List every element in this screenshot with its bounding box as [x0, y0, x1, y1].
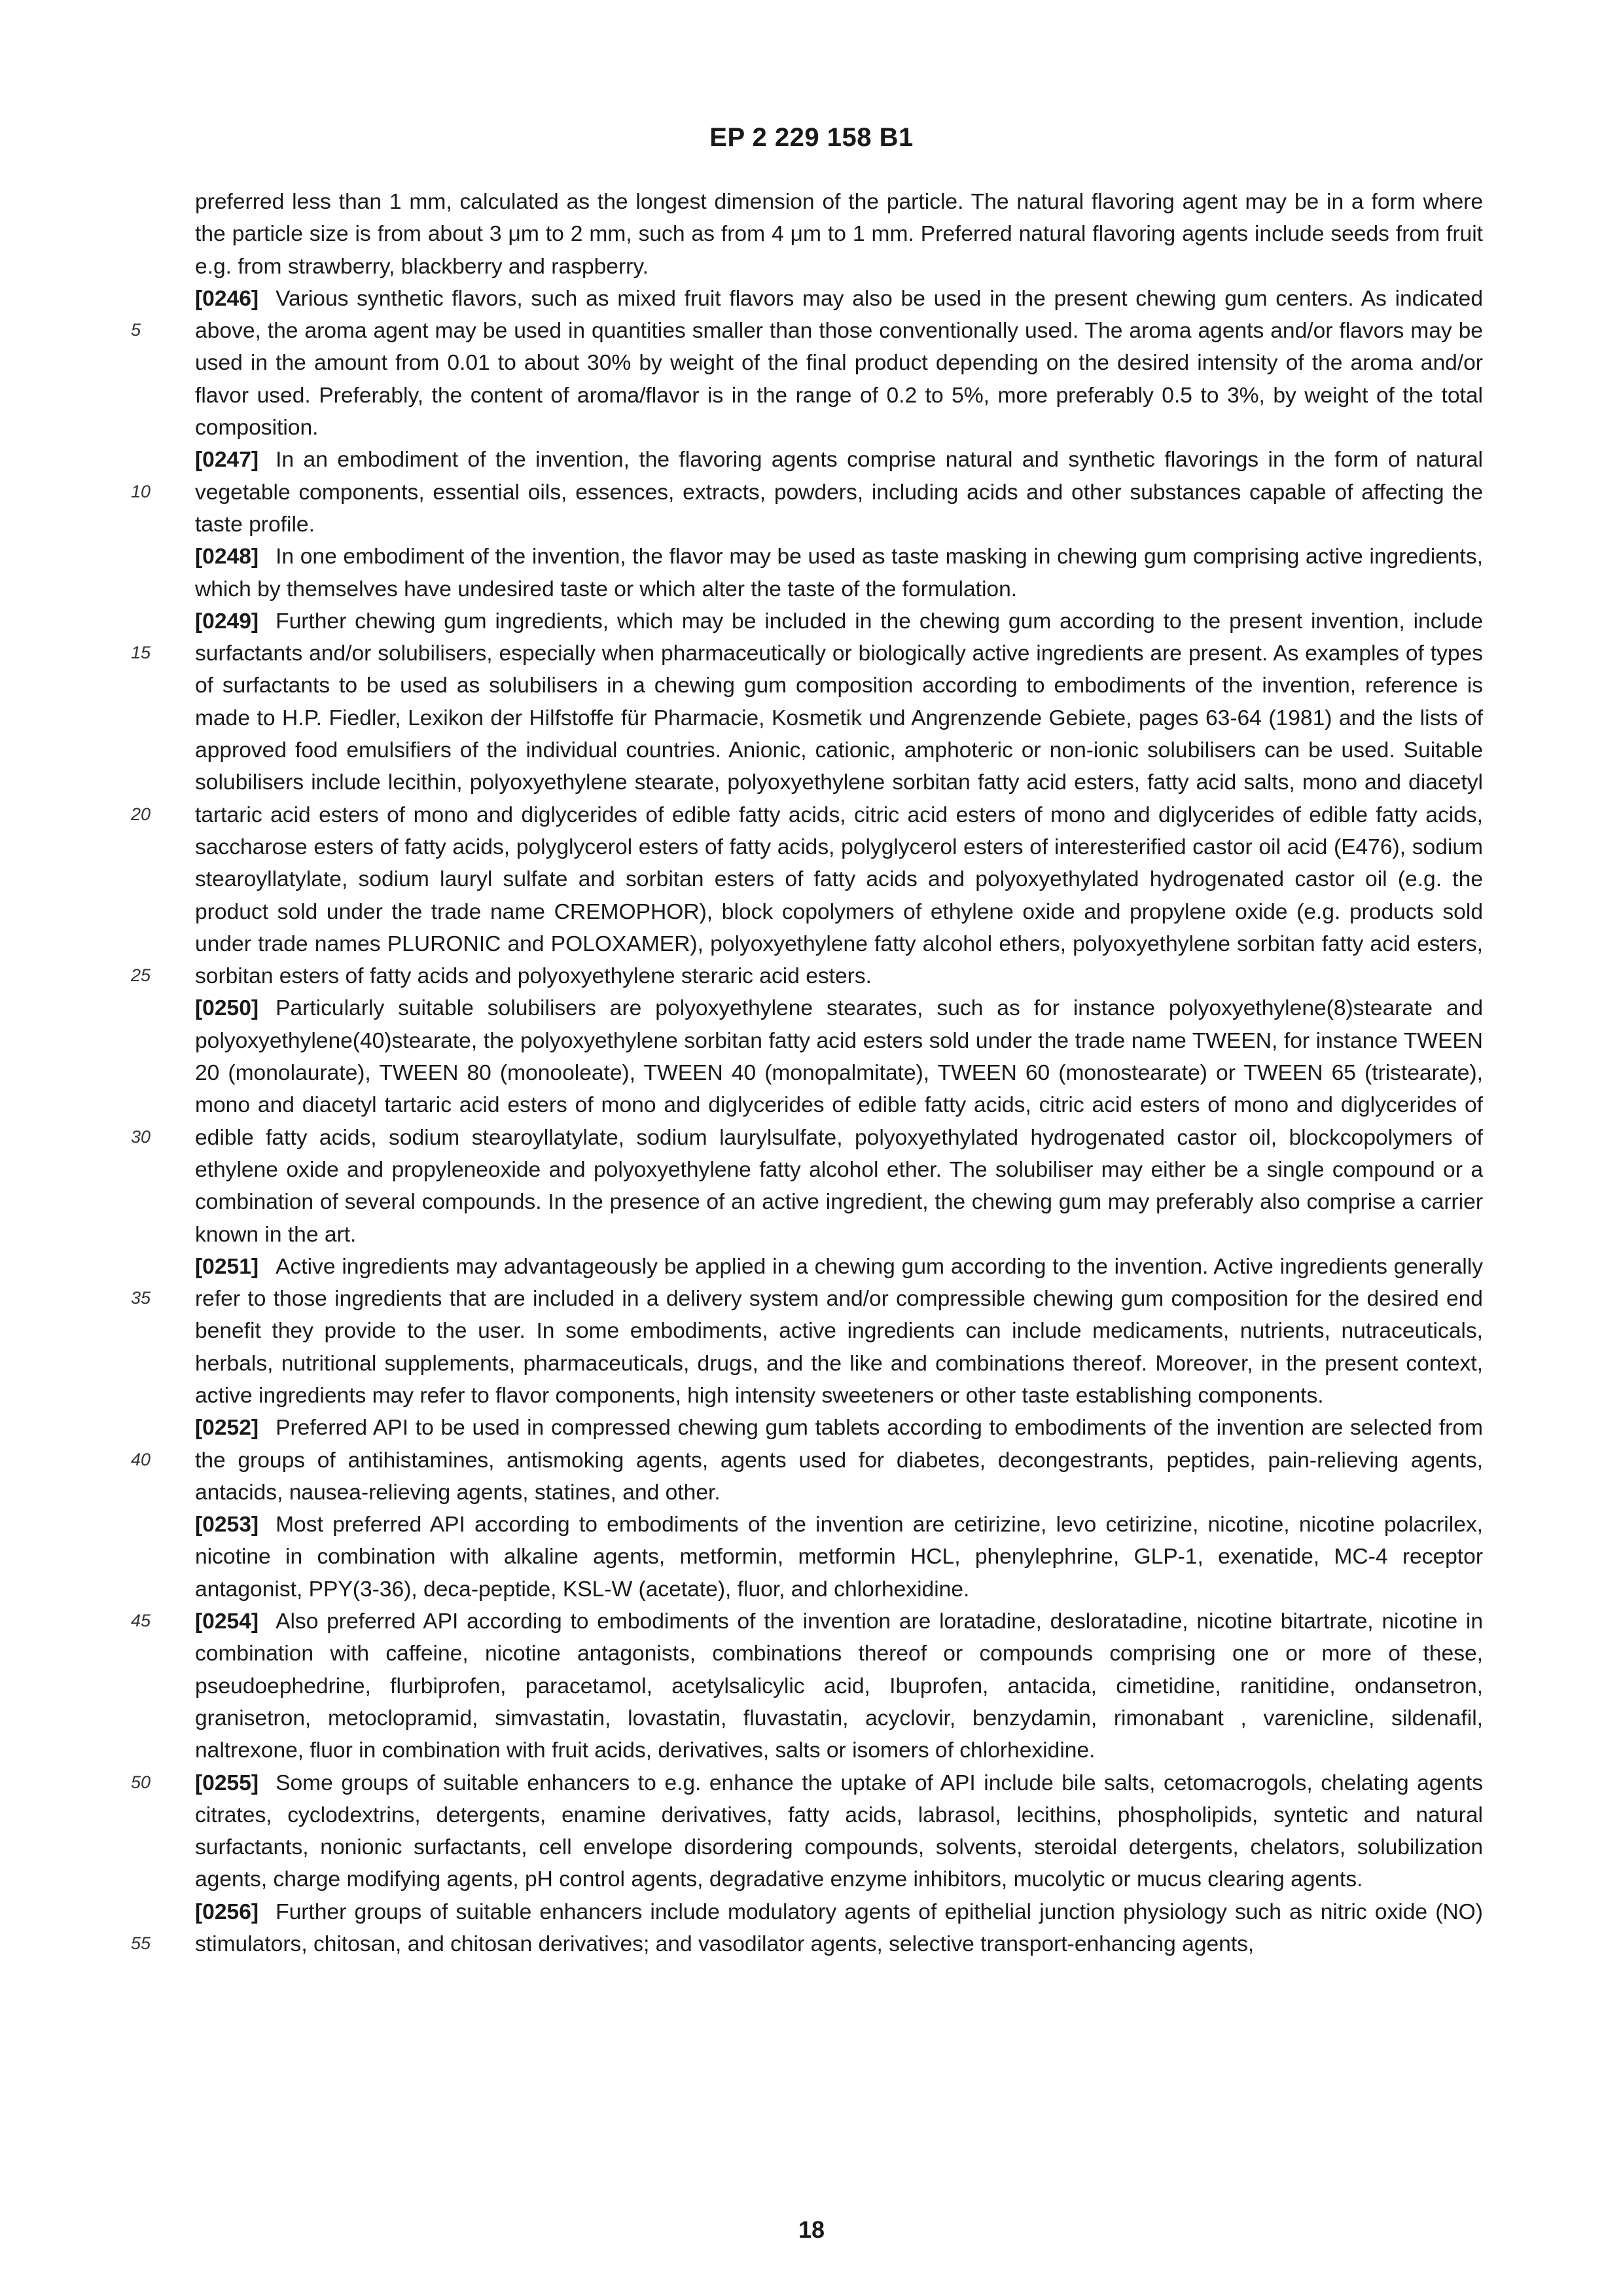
- page-number: 18: [798, 2216, 825, 2243]
- paragraph-text: Various synthetic flavors, such as mixed fruit flavors may also be used in the present chewing gum centers. As indicated above, the aroma agent may be used in quantities smaller than those conventionally used. The aroma agents and/or flavors may be used in the amount from 0.01 to about 30% by weight of the final product depending on the desired intensity of the aroma and/or flavor used. Preferably, the content of aroma/flavor is in the range of 0.2 to 5%, more preferably 0.5 to 3%, by weight of the total composition.: [195, 286, 1483, 440]
- paragraph-number: [0246]: [195, 286, 259, 311]
- document-body: [195, 186, 1483, 1960]
- margin-line-number: 5: [131, 320, 141, 340]
- paragraph-number: [0249]: [195, 609, 259, 634]
- margin-line-number: 15: [131, 643, 151, 663]
- paragraph-number: [0251]: [195, 1254, 259, 1279]
- margin-line-number: 25: [131, 965, 151, 986]
- paragraph-number: [0247]: [195, 448, 259, 473]
- paragraph-number: [0250]: [195, 996, 259, 1021]
- paragraph-text: preferred less than 1 mm, calculated as the longest dimension of the particle. The natural flavoring agent may be in a form where the particle size is from about 3 μm to 2 mm, such as from 4 μm to 1 mm. Preferred natural flavoring agents include seeds from fruit e.g. from strawberry, blackberry and raspberry.: [195, 190, 1483, 279]
- paragraph-text: Further chewing gum ingredients, which may be included in the chewing gum according to the present invention, include surfactants and/or solubilisers, especially when pharmaceutically or biologically active ingredients are present. As examples of types of surfactants to be used as solubilisers in a chewing gum composition according to embodiments of the invention, reference is made to H.P. Fiedler, Lexikon der Hilfstoffe für Pharmacie, Kosmetik und Angrenzende Gebiete, pages 63-64 (1981) and the lists of approved food emulsifiers of the individual countries. Anionic, cationic, amphoteric or non-ionic solubilisers can be used. Suitable solubilisers include lecithin, polyoxyethylene stearate, polyoxyethylene sorbitan fatty acid esters, fatty acid salts, mono and diacetyl tartaric acid esters of mono and diglycerides of edible fatty acids, citric acid esters of mono and diglycerides of edible fatty acids, saccharose esters of fatty acids, polyglycerol esters of fatty acids, polyglycerol esters of interesterified castor oil acid (E476), sodium stearoyllatylate, sodium lauryl sulfate and sorbitan esters of fatty acids and polyoxyethylated hydrogenated castor oil (e.g. the product sold under the trade name CREMOPHOR), block copolymers of ethylene oxide and propylene oxide (e.g. products sold under trade names PLURONIC and POLOXAMER), polyoxyethylene fatty alcohol ethers, polyoxyethylene sorbitan fatty acid esters, sorbitan esters of fatty acids and polyoxyethylene steraric acid esters.: [195, 609, 1483, 989]
- paragraph: [195, 992, 1483, 1250]
- margin-line-number: 30: [131, 1126, 151, 1147]
- paragraph-text: Particularly suitable solubilisers are polyoxyethylene stearates, such as for instance polyoxyethylene(8)stearate and polyoxyethylene(40)stearate, the polyoxyethylene sorbitan fatty acid esters sold under the trade name TWEEN, for instance TWEEN 20 (monolaurate), TWEEN 80 (monooleate), TWEEN 40 (monopalmitate), TWEEN 60 (monostearate) or TWEEN 65 (tristearate), mono and diacetyl tartaric acid esters of mono and diglycerides of edible fatty acids, citric acid esters of mono and diglycerides of edible fatty acids, sodium stearoyllatylate, sodium laurylsulfate, polyoxyethylated hydrogenated castor oil, blockcopolymers of ethylene oxide and propyleneoxide and polyoxyethylene fatty alcohol ether. The solubiliser may either be a single compound or a combination of several compounds. In the presence of an active ingredient, the chewing gum may preferably also comprise a carrier known in the art.: [195, 996, 1483, 1247]
- margin-line-number: 40: [131, 1449, 151, 1469]
- paragraph-text: Active ingredients may advantageously be applied in a chewing gum according to the invention. Active ingredients generally refer to those ingredients that are included in a delivery system and/or compressible chewing gum composition for the desired end benefit they provide to the user. In some embodiments, active ingredients can include medicaments, nutrients, nutraceuticals, herbals, nutritional supplements, pharmaceuticals, drugs, and the like and combinations thereof. Moreover, in the present context, active ingredients may refer to flavor components, high intensity sweeteners or other taste establishing components.: [195, 1254, 1483, 1408]
- paragraph: [195, 541, 1483, 605]
- paragraph-number: [0256]: [195, 1899, 259, 1924]
- paragraph: [195, 186, 1483, 283]
- paragraph: [195, 1767, 1483, 1896]
- paragraph-text: Also preferred API according to embodiments of the invention are loratadine, desloratadine, nicotine bitartrate, nicotine in combination with caffeine, nicotine antagonists, combinations thereof or compounds comprising one or more of these, pseudoephedrine, flurbiprofen, paracetamol, acetylsalicylic acid, Ibuprofen, antacida, cimetidine, ranitidine, ondansetron, granisetron, metoclopramid, simvastatin, lovastatin, fluvastatin, acyclovir, benzydamin, rimonabant , varenicline, sildenafil, naltrexone, fluor in combination with fruit acids, derivatives, salts or isomers of chlorhexidine.: [195, 1609, 1483, 1763]
- paragraph-text: Some groups of suitable enhancers to e.g. enhance the uptake of API include bile salts, cetomacrogols, chelating agents citrates, cyclodextrins, detergents, enamine derivatives, fatty acids, labrasol, lecithins, phospholipids, syntetic and natural surfactants, nonionic surfactants, cell envelope disordering compounds, solvents, steroidal detergents, chelators, solubilization agents, charge modifying agents, pH control agents, degradative enzyme inhibitors, mucolytic or mucus clearing agents.: [195, 1770, 1483, 1892]
- patent-number-header: EP 2 229 158 B1: [709, 123, 914, 152]
- paragraph-text: In an embodiment of the invention, the flavoring agents comprise natural and synthetic flavorings in the form of natural vegetable components, essential oils, essences, extracts, powders, including acids and other substances capable of affecting the taste profile.: [195, 448, 1483, 537]
- paragraph: [195, 1251, 1483, 1412]
- margin-line-number: 55: [131, 1933, 151, 1954]
- paragraph-number: [0252]: [195, 1416, 259, 1441]
- paragraph-text: Preferred API to be used in compressed chewing gum tablets according to embodiments of the invention are selected from the groups of antihistamines, antismoking agents, agents used for diabetes, decongestrants, peptides, pain-relieving agents, antacids, nausea-relieving agents, statines, and other.: [195, 1416, 1483, 1505]
- paragraph-number: [0248]: [195, 545, 259, 569]
- paragraph-text: In one embodiment of the invention, the flavor may be used as taste masking in chewing gum comprising active ingredients, which by themselves have undesired taste or which alter the taste of the formulation.: [195, 545, 1483, 601]
- paragraph: [195, 1509, 1483, 1605]
- margin-line-number: 10: [131, 481, 151, 501]
- paragraph-number: [0254]: [195, 1609, 259, 1634]
- paragraph: [195, 1896, 1483, 1961]
- margin-line-number: 50: [131, 1772, 151, 1792]
- paragraph-number: [0253]: [195, 1513, 259, 1537]
- paragraph-text: Most preferred API according to embodiments of the invention are cetirizine, levo cetirizine, nicotine, nicotine polacrilex, nicotine in combination with alkaline agents, metformin, metformin HCL, phenylephrine, GLP-1, exenatide, MC-4 receptor antagonist, PPY(3-36), deca-peptide, KSL-W (acetate), fluor, and chlorhexidine.: [195, 1513, 1483, 1602]
- paragraph-text: Further groups of suitable enhancers include modulatory agents of epithelial junction physiology such as nitric oxide (NO) stimulators, chitosan, and chitosan derivatives; and vasodilator agents, selective transport-enhancing agents,: [195, 1899, 1483, 1957]
- paragraph-number: [0255]: [195, 1770, 259, 1795]
- margin-line-number: 20: [131, 804, 151, 824]
- paragraph: [195, 605, 1483, 993]
- margin-line-number: 45: [131, 1611, 151, 1631]
- margin-line-number: 35: [131, 1288, 151, 1308]
- paragraph: [195, 444, 1483, 541]
- paragraph: [195, 1412, 1483, 1509]
- paragraph: [195, 283, 1483, 444]
- paragraph: [195, 1605, 1483, 1767]
